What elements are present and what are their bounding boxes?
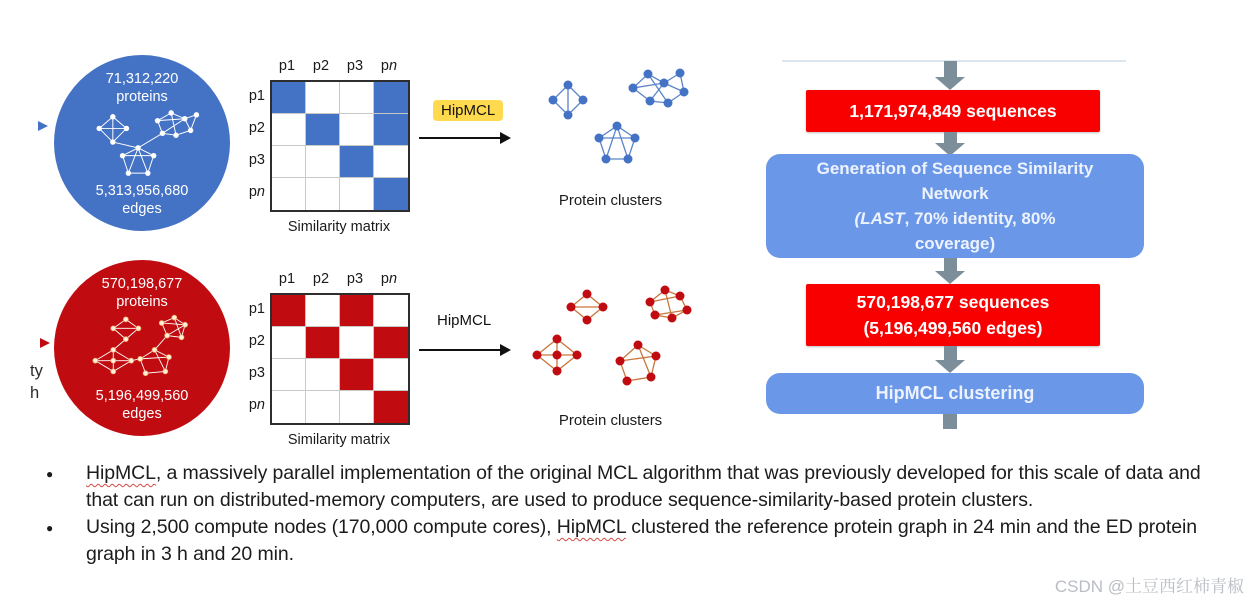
- matrix-cell: [340, 295, 374, 327]
- row-pointer-icon: [40, 338, 50, 348]
- matrix-cell: [272, 295, 306, 327]
- flowchart-box-generation: Generation of Sequence Similarity Network (LAST, 70% identity, 80% coverage): [766, 154, 1144, 258]
- matrix-grid: [270, 293, 410, 425]
- down-arrow-icon: [935, 258, 965, 284]
- matrix-cell: [340, 178, 374, 210]
- down-arrow-icon: [935, 346, 965, 373]
- matrix-col-label: p1: [278, 58, 296, 74]
- matrix-cell: [272, 146, 306, 178]
- matrix-cell: [272, 178, 306, 210]
- protein-count-label: 570,198,677 proteins: [101, 276, 183, 310]
- matrix-row-label: p3: [248, 152, 265, 168]
- clusters-caption: Protein clusters: [558, 192, 663, 209]
- matrix-cell: [340, 82, 374, 114]
- matrix-cell: [306, 146, 340, 178]
- matrix-col-label: pn: [380, 271, 398, 287]
- matrix-row-label: p2: [248, 120, 265, 136]
- matrix-cell: [340, 146, 374, 178]
- matrix-cell: [374, 295, 408, 327]
- matrix-col-label: p3: [346, 271, 364, 287]
- matrix-col-label: p3: [346, 58, 364, 74]
- matrix-row-label: p2: [248, 333, 265, 349]
- protein-clusters-graphic-red: [523, 283, 698, 408]
- matrix-col-label: p1: [278, 271, 296, 287]
- right-arrow-icon: [419, 344, 511, 356]
- matrix-cell: [272, 359, 306, 391]
- csdn-watermark: CSDN @土豆西红柿青椒: [1054, 577, 1244, 596]
- similarity-matrix-red: [244, 271, 410, 448]
- matrix-cell: [340, 114, 374, 146]
- matrix-row-label: p1: [248, 301, 265, 317]
- protein-network-graphic: [81, 109, 203, 179]
- matrix-col-labels: [270, 58, 410, 80]
- edge-count-label: 5,313,956,680 edges: [95, 183, 189, 217]
- matrix-cell: [272, 327, 306, 359]
- matrix-row-label: p1: [248, 88, 265, 104]
- down-arrow-icon: [935, 132, 965, 156]
- list-item: [40, 514, 1240, 567]
- matrix-cell: [374, 178, 408, 210]
- flowchart-connector-stub: [943, 414, 957, 429]
- bullet-icon: ●: [46, 467, 54, 481]
- matrix-cell: [374, 327, 408, 359]
- matrix-grid: [270, 80, 410, 212]
- right-arrow-icon: [419, 132, 511, 144]
- matrix-cell: [306, 295, 340, 327]
- matrix-cell: [306, 327, 340, 359]
- flowchart-box-hipmcl-clustering: HipMCL clustering: [766, 373, 1144, 414]
- matrix-cell: [340, 359, 374, 391]
- row-pointer-icon: [38, 121, 48, 131]
- bullet-icon: ●: [46, 521, 54, 535]
- bullet-text: HipMCL, a massively parallel implementation of the original MCL algorithm that was previously developed for this scale of data and that can run on distributed-memory computers, are used to produce sequence-similarity-based protein clusters.: [86, 462, 1201, 511]
- matrix-row-label: p n: [248, 397, 265, 413]
- matrix-col-label: p2: [312, 58, 330, 74]
- matrix-caption: Similarity matrix: [287, 219, 391, 235]
- hipmcl-highlight-label: HipMCL: [433, 100, 503, 121]
- matrix-cell: [306, 359, 340, 391]
- protein-count-label: 71,312,220 proteins: [105, 71, 179, 105]
- matrix-cell: [374, 391, 408, 423]
- matrix-cell: [272, 82, 306, 114]
- flowchart-box-sequences-input: 1,171,974,849 sequences: [806, 90, 1100, 132]
- matrix-caption: Similarity matrix: [287, 432, 391, 448]
- matrix-cell: [374, 114, 408, 146]
- matrix-col-label: pn: [380, 58, 398, 74]
- protein-network-graphic: [81, 314, 203, 384]
- matrix-cell: [306, 82, 340, 114]
- bullet-text: Using 2,500 compute nodes (170,000 compute cores), HipMCL clustered the reference protein graph in 24 min and the ED protein graph in 3 h and 20 min.: [86, 516, 1197, 565]
- down-arrow-icon: [935, 61, 965, 90]
- matrix-cell: [374, 359, 408, 391]
- protein-clusters-graphic-blue: [523, 66, 698, 188]
- cutoff-text-fragment: ty h: [30, 362, 43, 402]
- protein-graph-circle-blue: [54, 55, 230, 231]
- matrix-cell: [272, 391, 306, 423]
- matrix-row-labels: [244, 293, 270, 425]
- similarity-matrix-blue: [244, 58, 410, 235]
- protein-graph-circle-red: [54, 260, 230, 436]
- clusters-caption: Protein clusters: [558, 412, 663, 429]
- list-item: [40, 460, 1240, 513]
- matrix-cell: [272, 114, 306, 146]
- matrix-row-label: p3: [248, 365, 265, 381]
- matrix-row-label: p n: [248, 184, 265, 200]
- hipmcl-label: HipMCL: [437, 312, 492, 329]
- matrix-cell: [306, 114, 340, 146]
- matrix-col-labels: [270, 271, 410, 293]
- matrix-col-label: p2: [312, 271, 330, 287]
- edge-count-label: 5,196,499,560 edges: [95, 388, 189, 422]
- matrix-cell: [306, 178, 340, 210]
- matrix-cell: [374, 146, 408, 178]
- matrix-cell: [306, 391, 340, 423]
- bullet-list: [40, 460, 1240, 568]
- flowchart-box-sequences-edges: 570,198,677 sequences (5,196,499,560 edges): [806, 284, 1100, 346]
- matrix-cell: [340, 391, 374, 423]
- matrix-cell: [374, 82, 408, 114]
- matrix-row-labels: [244, 80, 270, 212]
- matrix-cell: [340, 327, 374, 359]
